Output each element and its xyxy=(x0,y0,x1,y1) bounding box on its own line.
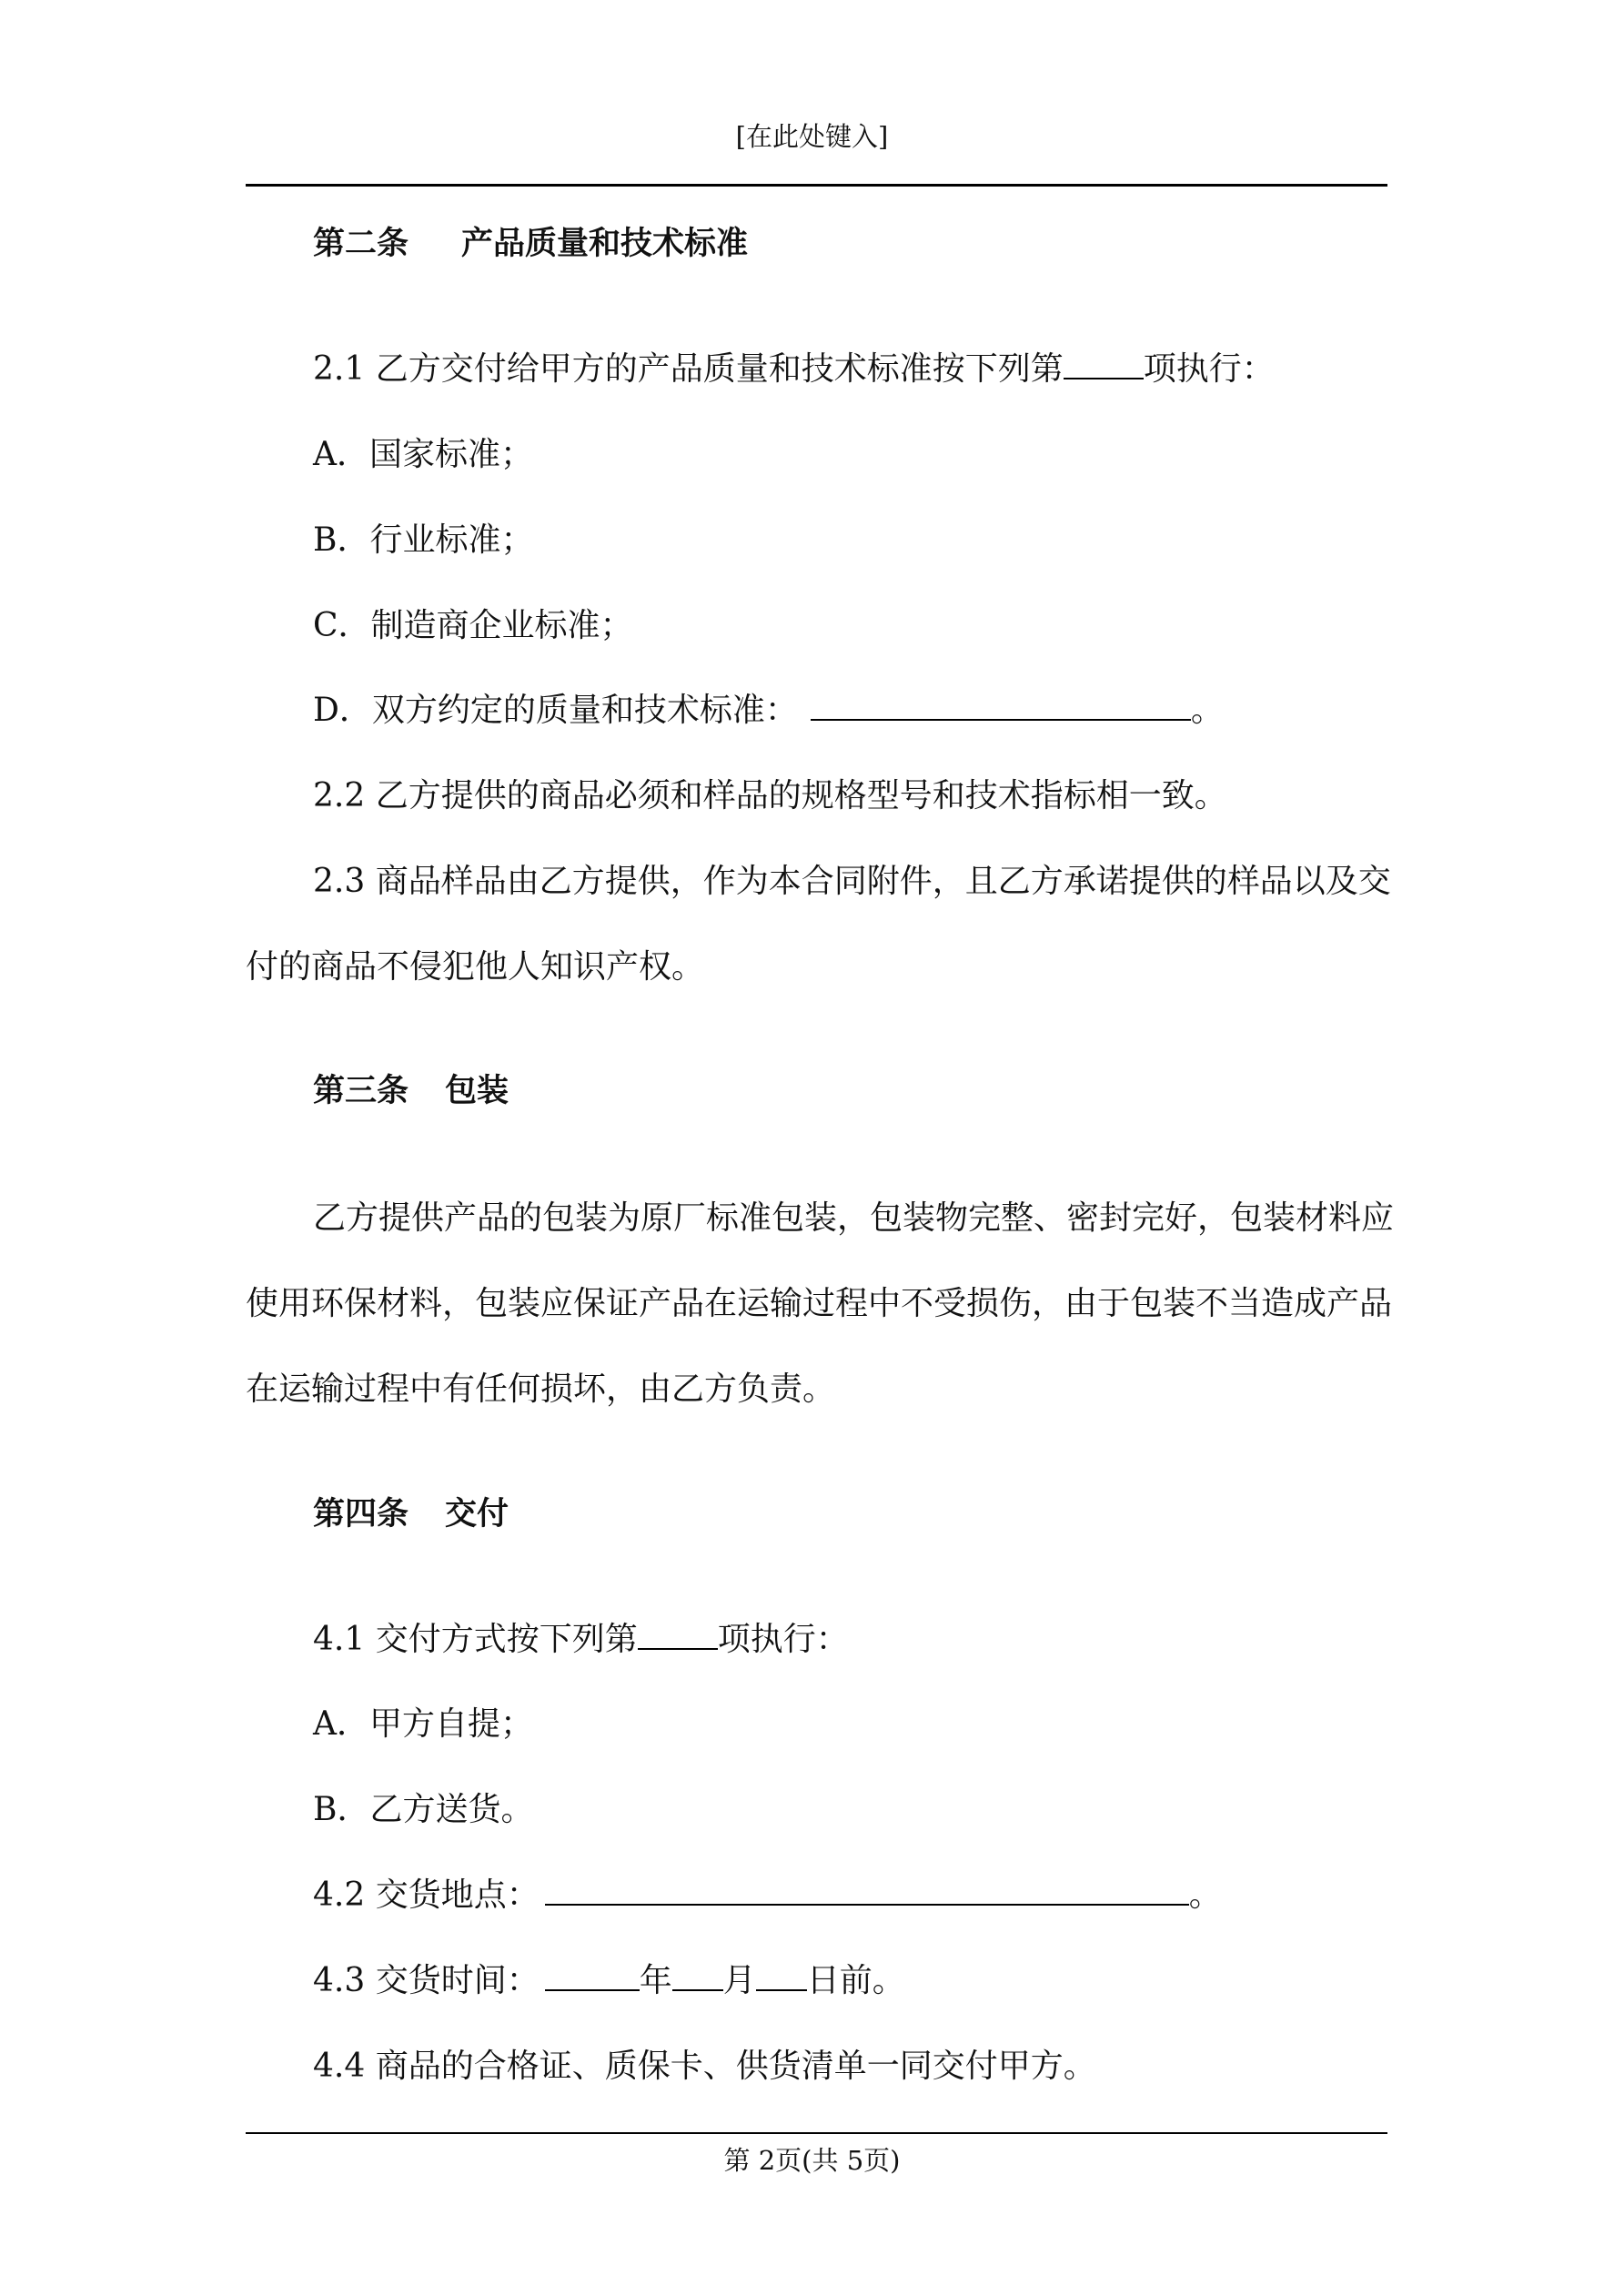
clause-4-1-text: 4.1 交付方式按下列第 xyxy=(313,1621,638,1658)
article4-number: 第四条 xyxy=(313,1496,409,1532)
article2-title: 产品质量和技术标准 xyxy=(461,226,749,262)
day-label: 日前。 xyxy=(806,1962,905,1999)
option-d-text: D．双方约定的质量和技术标准： xyxy=(313,692,798,729)
clause-2-2: 2.2 乙方提供的商品必须和样品的规格型号和技术指标相一致。 xyxy=(313,777,1227,814)
clause-2-1-text: 2.1 乙方交付给甲方的产品质量和技术标准按下列第 xyxy=(313,350,1064,388)
blank-field xyxy=(638,1621,718,1650)
clause-4-3-text: 4.3 交货时间： xyxy=(313,1962,540,1999)
delivery-option-a: A．甲方自提； xyxy=(313,1705,533,1743)
option-a: A．国家标准； xyxy=(313,436,533,473)
option-c: C．制造商企业标准； xyxy=(313,607,633,644)
article3-heading xyxy=(313,1066,509,1111)
clause-2-3-line2: 付的商品不侵犯他人知识产权。 xyxy=(246,948,705,986)
article4-title: 交付 xyxy=(445,1496,509,1532)
year-label: 年 xyxy=(639,1962,672,1999)
clause-2-1-suffix: 项执行： xyxy=(1143,350,1275,388)
clause-2-1 xyxy=(313,343,1275,389)
article3-line2: 使用环保材料，包装应保证产品在运输过程中不受损伤，由于包装不当造成产品 xyxy=(246,1285,1393,1322)
blank-field xyxy=(756,1962,807,1991)
blank-field xyxy=(811,692,1191,721)
page-header: [在此处键入] xyxy=(735,121,889,152)
footer-rule xyxy=(246,2132,1387,2134)
blank-field xyxy=(545,1876,1189,1906)
clause-4-4: 4.4 商品的合格证、质保卡、供货清单一同交付甲方。 xyxy=(313,2048,1096,2085)
clause-4-2-text: 4.2 交货地点： xyxy=(313,1876,540,1914)
option-d-end: 。 xyxy=(1190,692,1224,729)
article3-number: 第三条 xyxy=(313,1073,409,1109)
article4-heading xyxy=(313,1489,509,1534)
article2-heading xyxy=(313,218,748,264)
header-rule xyxy=(246,184,1387,187)
article3-title: 包装 xyxy=(445,1073,509,1109)
article3-line3: 在运输过程中有任何损坏，由乙方负责。 xyxy=(246,1371,836,1408)
clause-2-3-line1: 2.3 商品样品由乙方提供，作为本合同附件，且乙方承诺提供的样品以及交 xyxy=(313,863,1391,900)
article3-line1: 乙方提供产品的包装为原厂标准包装，包装物完整、密封完好，包装材料应 xyxy=(313,1199,1395,1237)
clause-4-3 xyxy=(313,1955,905,2001)
clause-4-2 xyxy=(313,1869,1222,1916)
delivery-option-b: B．乙方送货。 xyxy=(313,1791,534,1828)
option-d xyxy=(313,684,1224,731)
clause-4-1 xyxy=(313,1613,849,1660)
blank-field xyxy=(672,1962,723,1991)
article2-number: 第二条 xyxy=(313,226,409,262)
option-b: B．行业标准； xyxy=(313,521,534,559)
clause-4-2-end: 。 xyxy=(1188,1876,1222,1914)
blank-field xyxy=(545,1962,640,1991)
page-footer: 第 2页(共 5页) xyxy=(723,2145,901,2176)
month-label: 月 xyxy=(722,1962,756,1999)
clause-4-1-suffix: 项执行： xyxy=(717,1621,849,1658)
blank-field xyxy=(1064,350,1144,379)
